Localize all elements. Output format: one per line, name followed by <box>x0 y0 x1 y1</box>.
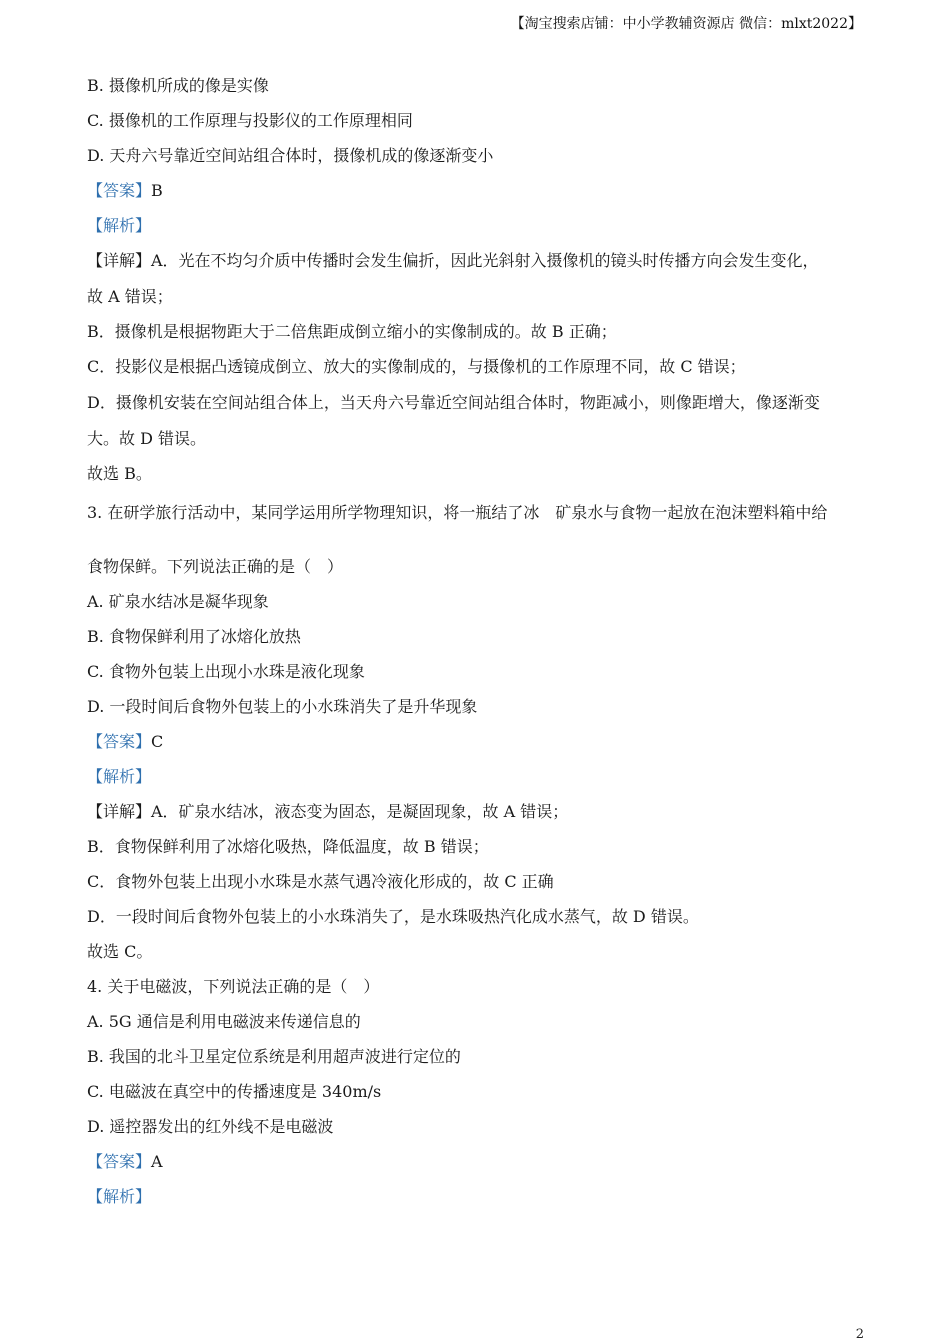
text-line <box>87 696 477 718</box>
text-line <box>87 626 301 648</box>
text-line <box>87 392 820 414</box>
answer-line <box>87 731 163 753</box>
answer-label: 【答案】 <box>87 181 152 200</box>
line-text: C. 摄像机的工作原理与投影仪的工作原理相同 <box>87 111 413 130</box>
text-line <box>87 801 568 823</box>
text-line <box>87 1046 461 1068</box>
answer-line <box>87 1151 163 1173</box>
text-line <box>87 75 269 97</box>
page-number: 2 <box>855 1327 864 1342</box>
line-text: 故 A 错误； <box>87 287 173 306</box>
line-text: B．食物保鲜利用了冰熔化吸热，降低温度，故 B 错误； <box>87 837 489 856</box>
text-line <box>87 556 343 578</box>
text-line <box>87 941 152 963</box>
text-line <box>87 321 617 343</box>
line-text: D. 遥控器发出的红外线不是电磁波 <box>87 1117 334 1136</box>
line-text: B <box>151 181 163 200</box>
line-text: B. 我国的北斗卫星定位系统是利用超声波进行定位的 <box>87 1047 461 1066</box>
text-line <box>87 871 554 893</box>
answer-line <box>87 180 163 202</box>
page-header: 【淘宝搜索店铺：中小学教辅资源店 微信：mlxt2022】 <box>510 16 862 32</box>
line-text: C．食物外包装上出现小水珠是水蒸气遇冷液化形成的，故 C 正确 <box>87 872 554 891</box>
analysis-heading <box>87 766 151 788</box>
line-text: A <box>151 1152 163 1171</box>
analysis-heading <box>87 215 151 237</box>
line-text: 4. 关于电磁波，下列说法正确的是（ ） <box>87 977 380 996</box>
text-line <box>87 1116 333 1138</box>
line-text: 【详解】A．光在不均匀介质中传播时会发生偏折，因此光斜射入摄像机的镜头时传播方向会发生变化， <box>87 251 819 270</box>
line-text: C <box>151 732 164 751</box>
analysis-label: 【解析】 <box>87 767 152 786</box>
line-text: B. 食物保鲜利用了冰熔化放热 <box>87 627 301 646</box>
text-line <box>87 356 746 378</box>
analysis-label: 【解析】 <box>87 216 152 235</box>
line-text: D．摄像机安装在空间站组合体上，当天舟六号靠近空间站组合体时，物距减小，则像距增大，像逐渐变 <box>87 393 820 412</box>
text-line <box>87 591 269 613</box>
line-text: 故选 C。 <box>87 942 153 961</box>
text-line <box>87 1011 361 1033</box>
line-text: C. 电磁波在真空中的传播速度是 340m/s <box>87 1082 382 1101</box>
text-line <box>87 661 365 683</box>
text-line <box>87 145 493 167</box>
line-text: C．投影仪是根据凸透镜成倒立、放大的实像制成的，与摄像机的工作原理不同，故 C 错误； <box>87 357 746 376</box>
line-text: 3. 在研学旅行活动中，某同学运用所学物理知识，将一瓶结了冰 矿泉水与食物一起放在泡沫塑料箱中给 <box>87 503 828 522</box>
line-text: 大。故 D 错误。 <box>87 429 207 448</box>
line-text: A. 5G 通信是利用电磁波来传递信息的 <box>87 1012 361 1031</box>
answer-label: 【答案】 <box>87 732 152 751</box>
line-text: D．一段时间后食物外包装上的小水珠消失了，是水珠吸热汽化成水蒸气，故 D 错误。 <box>87 907 699 926</box>
line-text: A. 矿泉水结冰是凝华现象 <box>87 592 269 611</box>
text-line <box>87 286 173 308</box>
line-text: D. 天舟六号靠近空间站组合体时，摄像机成的像逐渐变小 <box>87 146 494 165</box>
line-text: B．摄像机是根据物距大于二倍焦距成倒立缩小的实像制成的。故 B 正确； <box>87 322 617 341</box>
line-text: B. 摄像机所成的像是实像 <box>87 76 269 95</box>
text-line <box>87 976 379 998</box>
text-line <box>87 906 699 928</box>
text-line <box>87 502 827 524</box>
analysis-label: 【解析】 <box>87 1187 152 1206</box>
text-line <box>87 1081 381 1103</box>
line-text: 食物保鲜。下列说法正确的是（ ） <box>87 557 344 576</box>
text-line <box>87 836 489 858</box>
line-text: D. 一段时间后食物外包装上的小水珠消失了是升华现象 <box>87 697 478 716</box>
text-line <box>87 463 152 485</box>
line-text: C. 食物外包装上出现小水珠是液化现象 <box>87 662 365 681</box>
text-line <box>87 250 819 272</box>
line-text: 【详解】A．矿泉水结冰，液态变为固态，是凝固现象，故 A 错误； <box>87 802 569 821</box>
analysis-heading <box>87 1186 151 1208</box>
text-line <box>87 110 413 132</box>
line-text: 故选 B。 <box>87 464 152 483</box>
text-line <box>87 428 206 450</box>
answer-label: 【答案】 <box>87 1152 152 1171</box>
